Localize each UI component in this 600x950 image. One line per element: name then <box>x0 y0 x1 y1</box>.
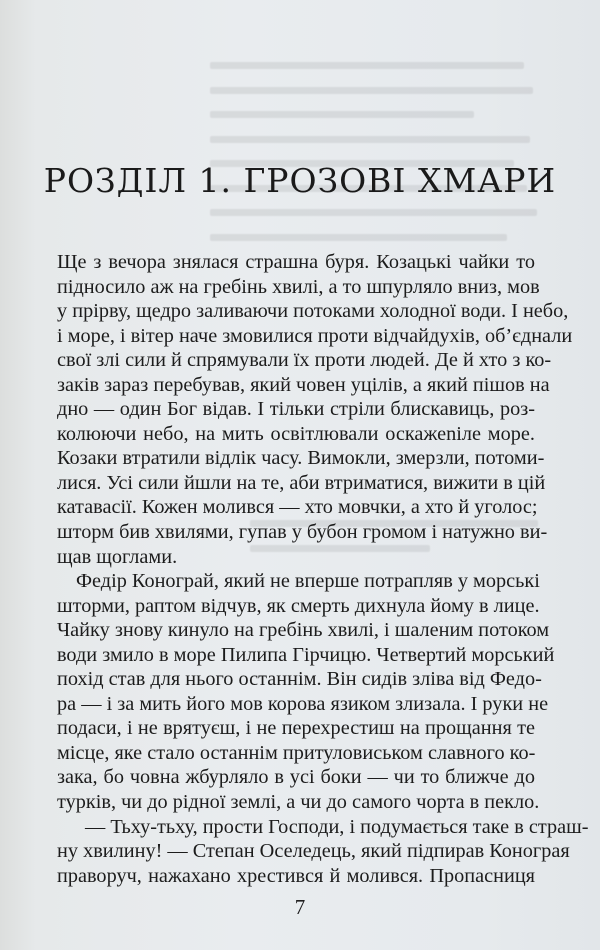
text-line: шторми, раптом відчув, як смерть дихнула йому в лице. <box>57 594 540 617</box>
text-line: щав щоглами. <box>57 545 178 568</box>
text-line: ну хвилину! — Степан Оселедець, який підпирав Конограя <box>57 840 570 863</box>
text-line: Федір Конограй, який не вперше потрапляв у морські <box>76 570 540 593</box>
text-line: катавасії. Кожен молився — хто мовчки, а хто й уголос; <box>57 496 538 519</box>
text-line: зака, бо човна жбурляло в усі боки — чи то ближче до <box>57 766 535 789</box>
text-line: праворуч, нажахано хрестився й молився. Пропасниця <box>57 864 535 887</box>
body-text <box>57 250 589 888</box>
text-line: лися. Усі сили йшли на те, аби втриматися, вижити в цій <box>57 471 546 494</box>
text-line: похід став для нього останнім. Він сидів зліва від Федо- <box>57 668 542 691</box>
text-line: — Тьху-тьху, прости Господи, і подумається таке в страш- <box>85 815 589 838</box>
text-line: води змило в море Пилипа Гірчицю. Четвертий морський <box>57 643 555 666</box>
text-line: у прірву, щедро заливаючи потоками холодної води. І небо, <box>57 300 569 323</box>
text-line: Козаки втратили відлік часу. Вимокли, змерзли, потоми- <box>57 447 545 470</box>
text-line: ра — і за мить його мов корова язиком злизала. І руки не <box>57 692 549 715</box>
text-line: підносило аж на гребінь хвилі, а то шпурляло вниз, мов <box>57 275 540 298</box>
text-line: подаси, і не врятуєш, і не перехрестиш на прощання те <box>57 717 535 740</box>
text-line: турків, чи до рідної землі, а чи до самого чорта в пекло. <box>57 791 540 814</box>
text-line: заків зараз перебував, який човен уцілів, а який пішов на <box>57 373 550 396</box>
text-line: і море, і вітер наче змовилися проти відчайдухів, об’єднали <box>57 324 573 347</box>
text-line: шторм бив хвилями, гупав у бубон громом і натужно ви- <box>57 521 548 544</box>
text-line: свої злі сили й спрямували їх проти людей. Де й хто з ко- <box>57 349 552 372</box>
text-line: Ще з вечора знялася страшна буря. Козацькі чайки то <box>57 251 535 273</box>
chapter-title: РОЗДІЛ 1. ГРОЗОВІ ХМАРИ <box>43 161 557 200</box>
text-line: колюючи небо, на мить освітлювали оскажеnіле море. <box>57 422 535 445</box>
text-line: місце, яке стало останнім притуловиськом славного ко- <box>57 741 536 764</box>
text-line: дно — один Бог відав. І тільки стріли блискавиць, роз- <box>57 398 535 421</box>
text-line: Чайку знову кинуло на гребінь хвилі, і шаленим потоком <box>57 619 550 642</box>
page-number: 7 <box>294 895 306 919</box>
bleed-through-text-top <box>210 62 540 258</box>
